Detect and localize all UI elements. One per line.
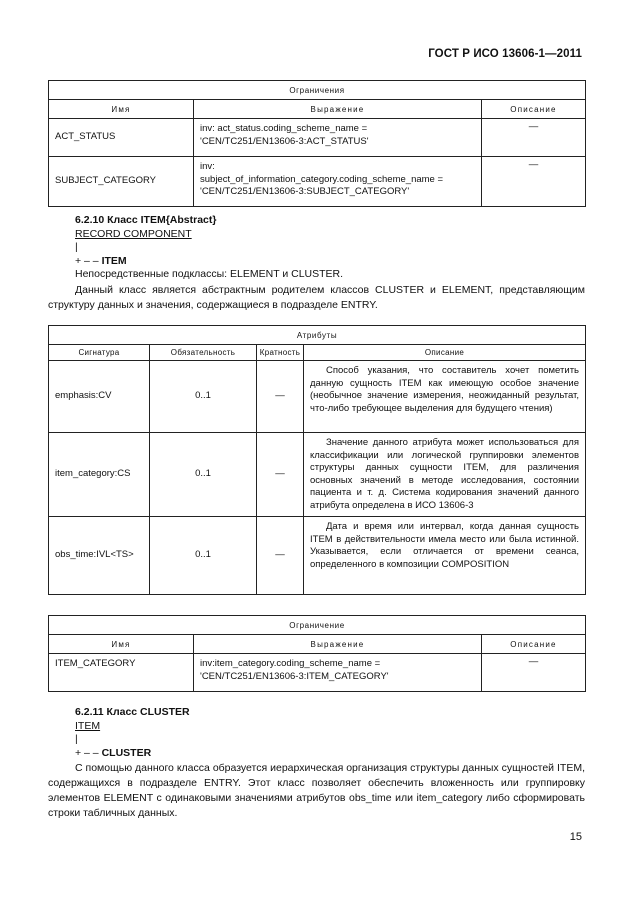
constraint-name: ITEM_CATEGORY xyxy=(49,654,194,692)
section-cluster-description: С помощью данного класса образуется иерархическая организация структуры данных сущностей ITEM, содержащихся в подразделе ENTRY. Этот класс позволяет обеспечить вложенность или группировку элементов ELEMENT с одинаковыми значениями атрибутов obs_time или item_category либо сформировать строки табличных данных. xyxy=(48,762,585,819)
constraint-name: SUBJECT_CATEGORY xyxy=(49,157,194,207)
attribute-description: Дата и время или интервал, когда данная сущность ITEM в действительности имела место или была истинной. Указывается, если отличается от времени сеанса, определенного в композиции COMPOSITION xyxy=(304,517,586,595)
column-header-mandatory: Обязательность xyxy=(150,345,257,361)
table-row xyxy=(49,119,586,157)
attribute-mandatory: 0..1 xyxy=(150,361,257,433)
tree-node: + – – CLUSTER xyxy=(75,746,152,759)
attribute-description: Способ указания, что составитель хочет пометить данную сущность ITEM как имеющую особое значение (необычное значение измерения, неожиданный результат, что-либо требующее выделения для будущего чтения) xyxy=(304,361,586,433)
expression-line: subject_of_information_category.coding_scheme_name = xyxy=(200,173,444,185)
constraint-description: — xyxy=(482,157,586,207)
column-header-signature: Сигнатура xyxy=(49,345,150,361)
attribute-signature: item_category:CS xyxy=(49,433,150,517)
attribute-signature: obs_time:IVL<TS> xyxy=(49,517,150,595)
table-row xyxy=(49,157,586,207)
tree-node: + – – ITEM xyxy=(75,254,127,267)
column-header-expression: Выражение xyxy=(194,100,482,119)
constraints-table-1 xyxy=(48,80,586,207)
column-header-description: Описание xyxy=(304,345,586,361)
table-row xyxy=(49,654,586,692)
column-header-name: Имя xyxy=(49,100,194,119)
section-item-description: Данный класс является абстрактным родителем классов CLUSTER и ELEMENT, представляющим структуру данных и значения, содержащиеся в подразделе ENTRY. xyxy=(48,284,585,311)
tree-connector: | xyxy=(75,241,78,253)
table-caption: Атрибуты xyxy=(49,326,586,345)
parent-class: ITEM xyxy=(75,719,101,732)
tree-connector: | xyxy=(75,733,78,745)
column-header-expression: Выражение xyxy=(194,635,482,654)
table-row xyxy=(49,433,586,517)
attribute-cardinality: — xyxy=(257,517,304,595)
column-header-description: Описание xyxy=(482,100,586,119)
expression-line: 'CEN/TC251/EN13606-3:ITEM_CATEGORY' xyxy=(200,670,389,682)
constraint-name: ACT_STATUS xyxy=(49,119,194,157)
attribute-description: Значение данного атрибута может использоваться для классификации или логической группировки элементов структуры данных сущности ITEM, для различения основных значений в методе исследования, состоянии пациента и т. д. Система кодирования значений данного атрибута определена в ИСО 13606-3 xyxy=(304,433,586,517)
constraint-description: — xyxy=(482,119,586,157)
section-item xyxy=(75,214,585,282)
attribute-cardinality: — xyxy=(257,361,304,433)
section-cluster xyxy=(75,706,585,760)
table-row xyxy=(49,517,586,595)
column-header-name: Имя xyxy=(49,635,194,654)
table-row xyxy=(49,361,586,433)
column-header-description: Описание xyxy=(482,635,586,654)
column-header-cardinality: Кратность xyxy=(257,345,304,361)
section-heading: 6.2.10 Класс ITEM{Abstract} xyxy=(75,214,217,226)
subclasses-text: Непосредственные подклассы: ELEMENT и CLUSTER. xyxy=(75,268,344,280)
constraint-description: — xyxy=(482,654,586,692)
attribute-signature: emphasis:CV xyxy=(49,361,150,433)
expression-line: 'CEN/TC251/EN13606-3:ACT_STATUS' xyxy=(200,135,369,147)
page-number: 15 xyxy=(569,831,582,843)
parent-class: RECORD COMPONENT xyxy=(75,227,192,240)
attribute-mandatory: 0..1 xyxy=(150,517,257,595)
constraints-table-2 xyxy=(48,615,586,692)
expression-line: 'CEN/TC251/EN13606-3:SUBJECT_CATEGORY' xyxy=(200,186,410,197)
attributes-table xyxy=(48,325,586,595)
expression-line: inv:item_category.coding_scheme_name = xyxy=(200,658,381,669)
attribute-mandatory: 0..1 xyxy=(150,433,257,517)
document-code: ГОСТ Р ИСО 13606-1—2011 xyxy=(428,48,582,60)
attribute-cardinality: — xyxy=(257,433,304,517)
table-caption: Ограничения xyxy=(49,81,586,100)
table-caption: Ограничение xyxy=(49,616,586,635)
expression-line: inv: xyxy=(200,161,215,172)
section-heading: 6.2.11 Класс CLUSTER xyxy=(75,706,190,718)
expression-line: inv: act_status.coding_scheme_name = xyxy=(200,123,368,134)
